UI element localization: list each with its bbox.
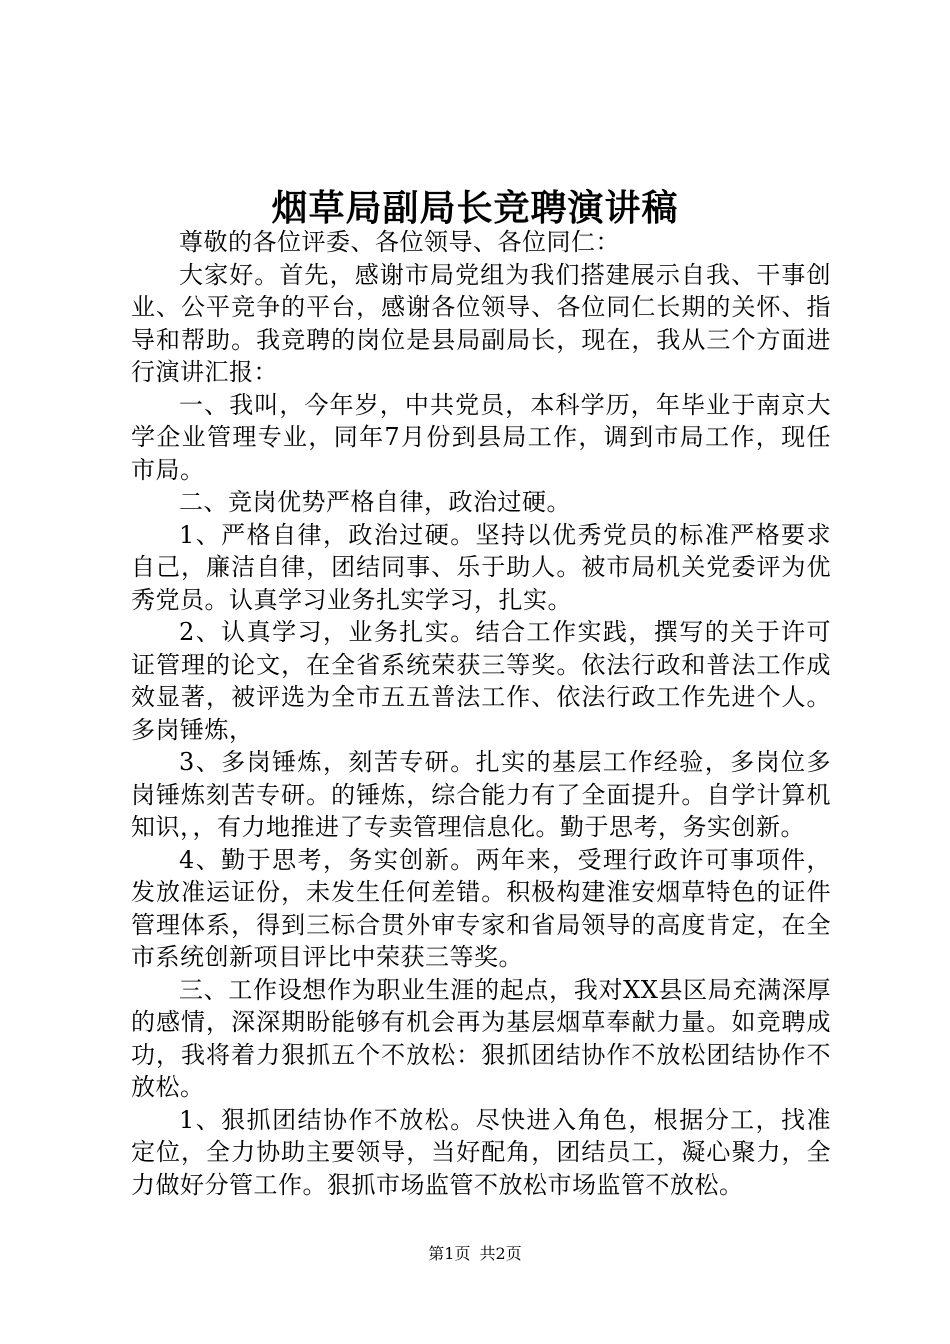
paragraph-greeting: 大家好。首先，感谢市局党组为我们搭建展示自我、干事创业、公平竞争的平台，感谢各位领导、各位同仁长期的关怀、指导和帮助。我竞聘的岗位是县局副局长，现在，我从三个方面进行演讲汇报： xyxy=(131,260,831,386)
paragraph-plan-1: 1、狠抓团结协作不放松。尽快进入角色，根据分工，找准定位，全力协助主要领导，当好配角，团结员工，凝心聚力，全力做好分管工作。狠抓市场监管不放松市场监管不放松。 xyxy=(131,1105,831,1199)
page-title: 烟草局副局长竞聘演讲稿 xyxy=(271,187,679,229)
document-body xyxy=(131,226,831,1201)
paragraph-advantage-1: 1、严格自律，政治过硬。坚持以优秀党员的标准严格要求自己，廉洁自律，团结同事、乐于助人。被市局机关党委评为优秀党员。认真学习业务扎实学习，扎实。 xyxy=(131,520,831,614)
paragraph-advantage-4: 4、勤于思考，务实创新。两年来，受理行政许可事项件，发放准运证份，未发生任何差错。积极构建淮安烟草特色的证件管理体系，得到三标合贯外审专家和省局领导的高度肯定，在全市系统创新项目评比中荣获三等奖。 xyxy=(131,845,831,971)
salutation: 尊敬的各位评委、各位领导、各位同仁： xyxy=(179,228,620,256)
section-heading-advantages: 二、竞岗优势严格自律，政治过硬。 xyxy=(179,488,571,516)
page-number: 第1页 xyxy=(428,1244,471,1263)
paragraph-advantage-3: 3、多岗锤炼，刻苦专研。扎实的基层工作经验，多岗位多岗锤炼刻苦专研。的锤炼，综合能力有了全面提升。自学计算机知识，，有力地推进了专卖管理信息化。勤于思考，务实创新。 xyxy=(131,748,831,841)
paragraph-self-intro: 一、我叫，今年岁，中共党员，本科学历，年毕业于南京大学企业管理专业，同年7月份到县局工作，调到市局工作，现任市局。 xyxy=(131,390,831,484)
section-heading-plans: 三、工作设想作为职业生涯的起点，我对XX县区局充满深厚的感情，深深期盼能够有机会再为基层烟草奉献力量。如竞聘成功，我将着力狠抓五个不放松：狠抓团结协作不放松团结协作不放松。 xyxy=(131,975,831,1101)
page-footer xyxy=(0,1243,950,1265)
paragraph-advantage-2: 2、认真学习，业务扎实。结合工作实践，撰写的关于许可证管理的论文，在全省系统荣获三等奖。依法行政和普法工作成效显著，被评选为全市五五普法工作、依法行政工作先进个人。多岗锤炼， xyxy=(131,618,831,744)
page-total: 共2页 xyxy=(479,1244,522,1263)
